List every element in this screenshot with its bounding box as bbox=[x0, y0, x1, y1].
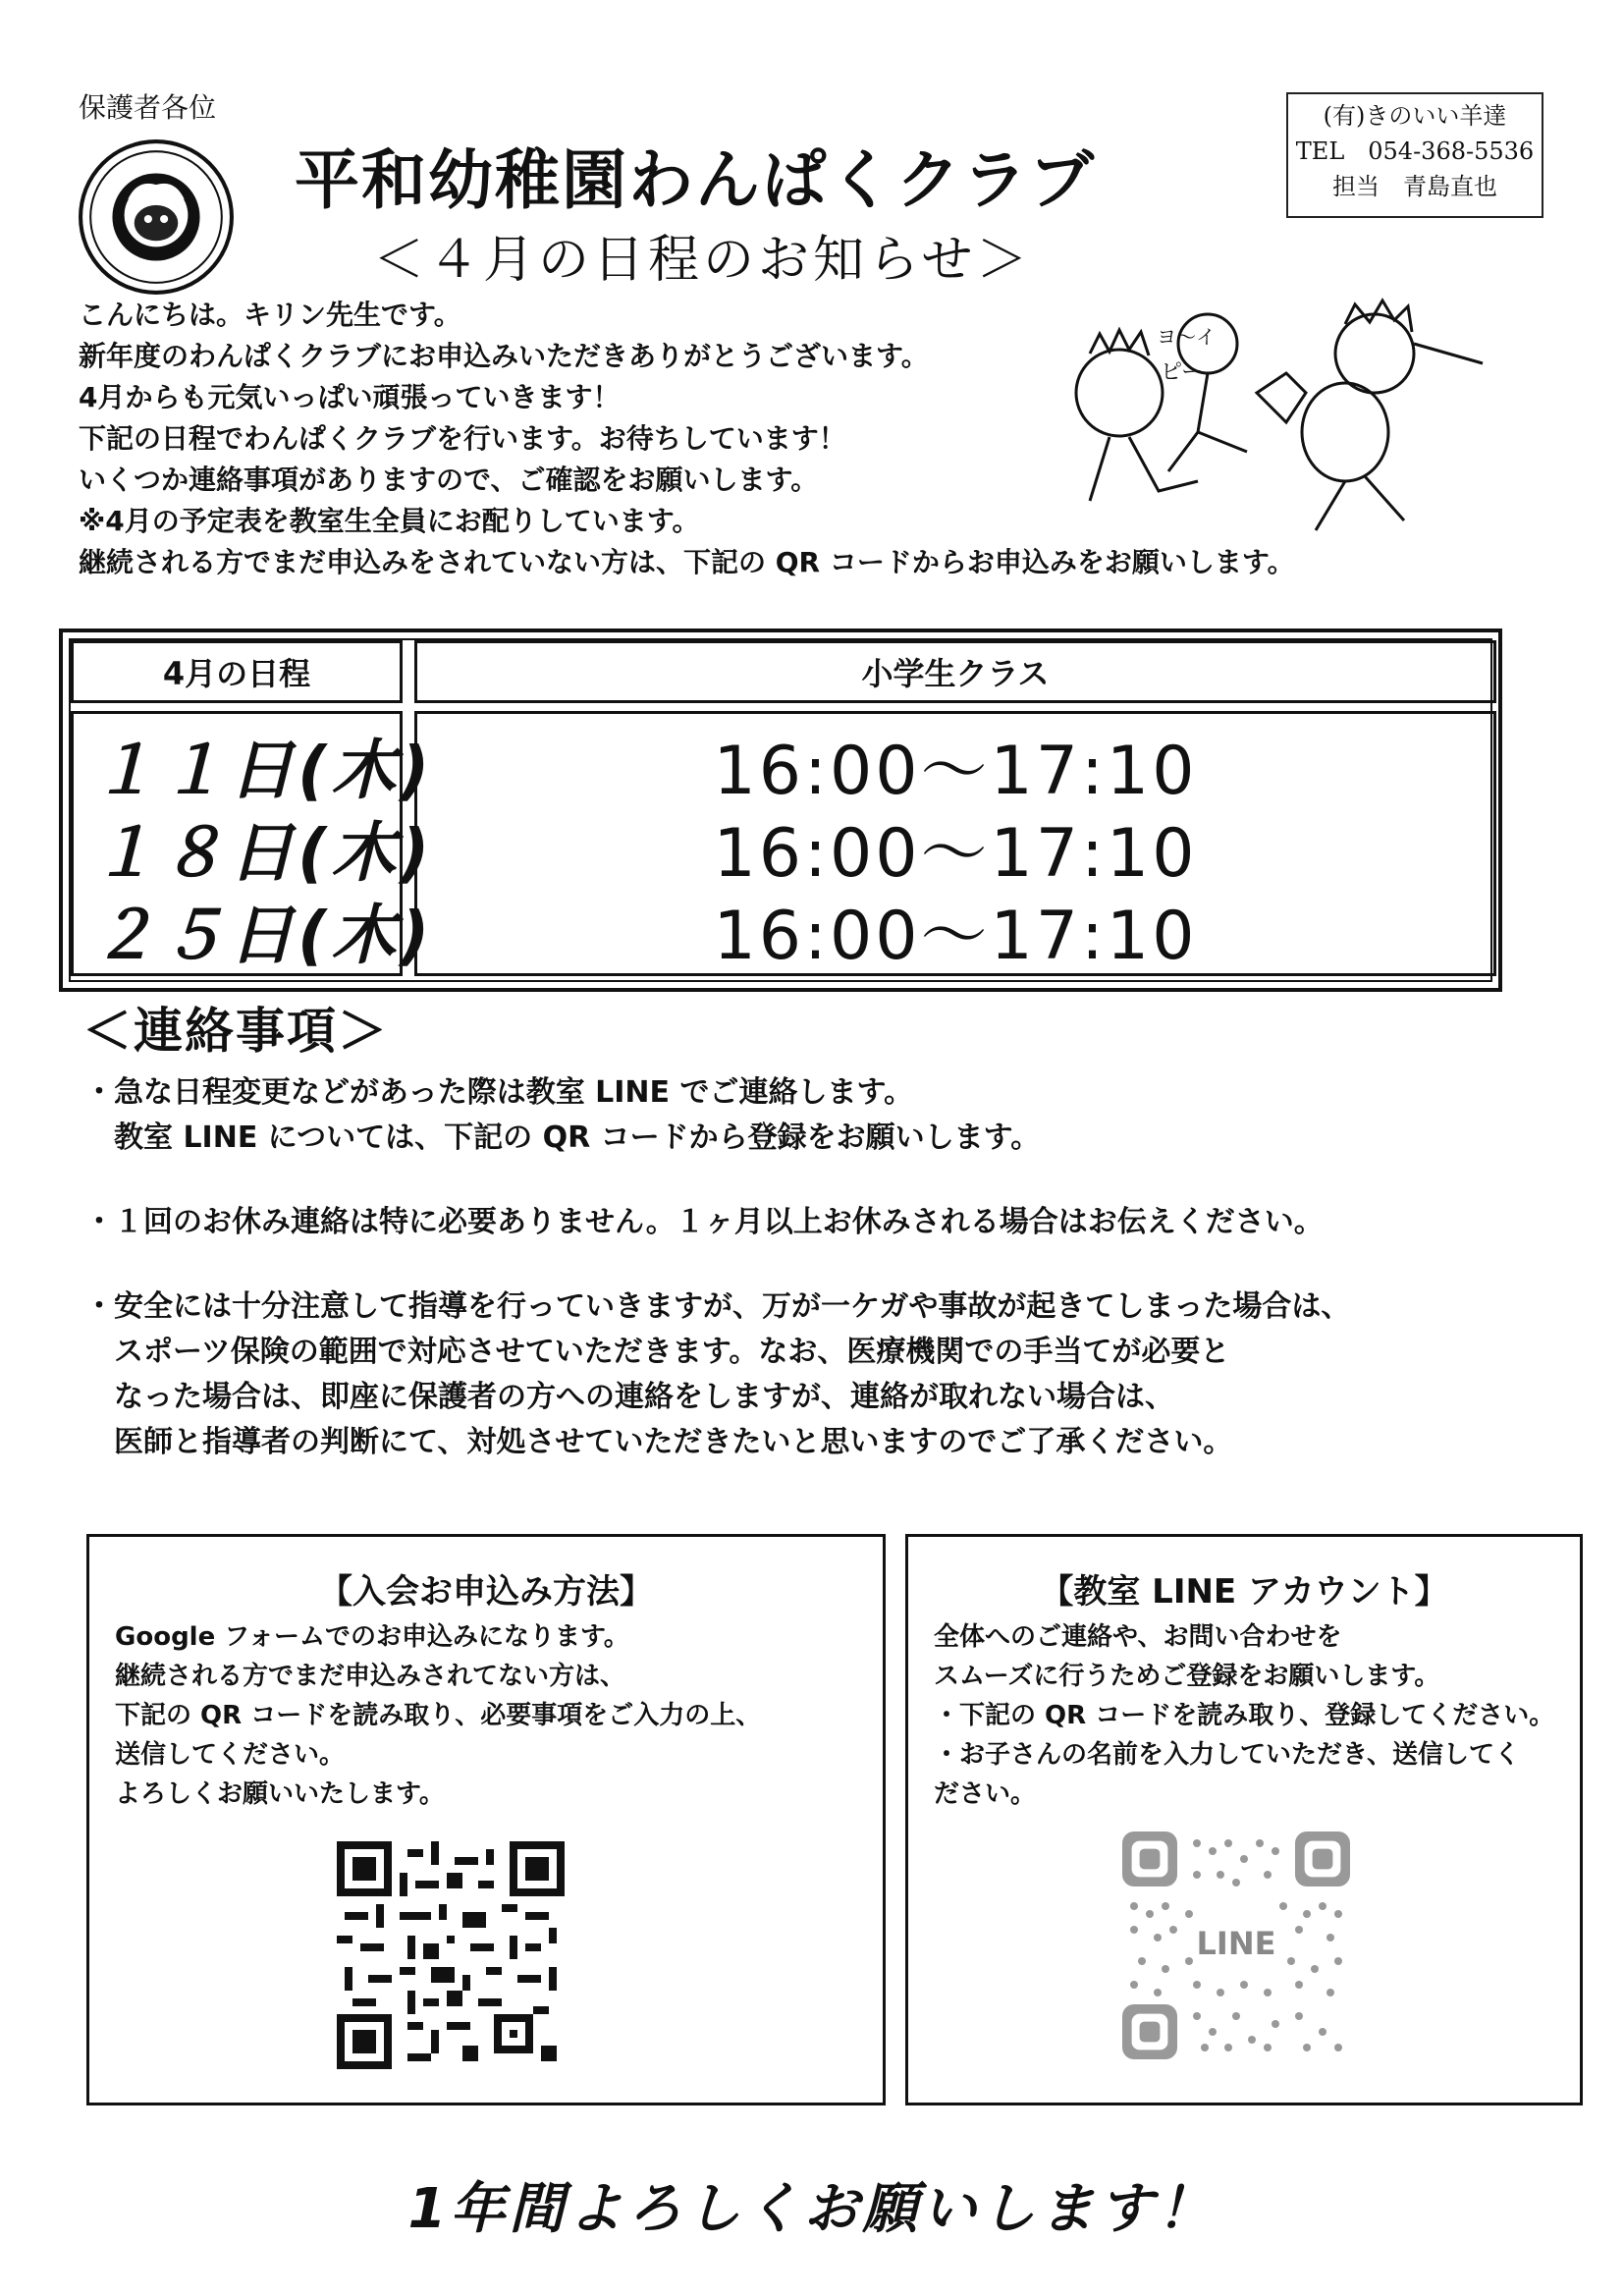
line-qr-label: LINE bbox=[1196, 1924, 1276, 1962]
schedule-class-header: 小学生クラス bbox=[414, 640, 1496, 703]
greeting-line: いくつか連絡事項がありますので、ご確認をお願いします。 bbox=[79, 464, 819, 496]
greeting-line: 4月からも元気いっぱい頑張っていきます！ bbox=[79, 381, 621, 413]
line-box-body bbox=[934, 1617, 1566, 1814]
company-tel: TEL 054-368-5536 bbox=[1295, 137, 1535, 165]
line-box-line: スムーズに行うためご登録をお願いします。 bbox=[934, 1662, 1440, 1691]
join-box-line: 継続される方でまだ申込みされてない方は、 bbox=[115, 1662, 626, 1691]
line-account-box bbox=[905, 1534, 1583, 2105]
schedule-time: 16:00～17:10 bbox=[713, 733, 1198, 810]
company-info-box bbox=[1286, 92, 1543, 218]
line-box-line: ・下記の QR コードを読み取り、登録してください。 bbox=[934, 1701, 1555, 1730]
line-account-qr-code[interactable] bbox=[1122, 1831, 1350, 2059]
schedule-date-header: 4月の日程 bbox=[71, 640, 403, 703]
schedule-times-column bbox=[414, 711, 1496, 976]
join-box-line: 送信してください。 bbox=[115, 1740, 346, 1770]
sheep-logo-icon bbox=[77, 137, 236, 297]
greeting-line: 継続される方でまだ申込みをされていない方は、下記の QR コードからお申込みをお願いします。 bbox=[79, 546, 1295, 578]
line-box-line: 全体へのご連絡や、お問い合わせを bbox=[934, 1622, 1342, 1652]
notice-item bbox=[84, 1285, 1350, 1465]
notice-item bbox=[84, 1200, 1350, 1245]
line-box-line: ださい。 bbox=[934, 1779, 1037, 1809]
notice-line: ・安全には十分注意して指導を行っていきますが、万が一ケガや事故が起きてしまった場合は、 bbox=[84, 1289, 1351, 1324]
notice-line: 医師と指導者の判断にて、対処させていただきたいと思いますのでご了承ください。 bbox=[84, 1425, 1233, 1459]
notice-line: ・急な日程変更などがあった際は教室 LINE でご連絡します。 bbox=[84, 1075, 914, 1110]
schedule-date: １１日(木) bbox=[91, 733, 434, 808]
schedule-time: 16:00～17:10 bbox=[713, 898, 1198, 975]
join-form-qr-code[interactable] bbox=[337, 1841, 565, 2069]
greeting-line: 新年度のわんぱくクラブにお申込みいただきありがとうございます。 bbox=[79, 340, 929, 372]
svg-text:ピー: ピー bbox=[1161, 360, 1204, 385]
page-subtitle: ＜４月の日程のお知らせ＞ bbox=[373, 231, 1032, 290]
addressee: 保護者各位 bbox=[79, 91, 217, 124]
schedule-table bbox=[59, 629, 1502, 992]
line-box-title: 【教室 LINE アカウント】 bbox=[1040, 1572, 1448, 1612]
notices-heading: ＜連絡事項＞ bbox=[82, 1003, 389, 1060]
greeting-line: ※4月の予定表を教室生全員にお配りしています。 bbox=[79, 505, 700, 537]
join-box-line: Google フォームでのお申込みになります。 bbox=[115, 1622, 629, 1652]
closing-message: 1年間よろしくお願いします！ bbox=[407, 2177, 1217, 2241]
svg-text:ヨ〜イ: ヨ〜イ bbox=[1157, 325, 1216, 349]
notices-list bbox=[84, 1070, 1350, 1504]
notice-line: 教室 LINE については、下記の QR コードから登録をお願いします。 bbox=[84, 1121, 1041, 1155]
join-box-line: よろしくお願いいたします。 bbox=[115, 1779, 445, 1809]
company-name: (有)きのいい羊達 bbox=[1323, 102, 1507, 130]
children-running-illustration bbox=[1051, 285, 1502, 540]
notice-line: なった場合は、即座に保護者の方への連絡をしますが、連絡が取れない場合は、 bbox=[84, 1380, 1174, 1414]
line-box-line: ・お子さんの名前を入力していただき、送信してく bbox=[934, 1740, 1520, 1770]
schedule-time: 16:00～17:10 bbox=[713, 815, 1198, 893]
schedule-dates-column bbox=[71, 711, 434, 976]
greeting-line: 下記の日程でわんぱくクラブを行います。お待ちしています！ bbox=[79, 422, 846, 455]
schedule-date: １８日(木) bbox=[91, 815, 434, 891]
join-box-line: 下記の QR コードを読み取り、必要事項をご入力の上、 bbox=[115, 1701, 762, 1730]
join-box-body bbox=[115, 1617, 869, 1814]
notice-item bbox=[84, 1070, 1350, 1161]
page-title: 平和幼稚園わんぱくクラブ bbox=[295, 142, 1096, 218]
greeting-line: こんにちは。キリン先生です。 bbox=[79, 299, 461, 331]
join-box-title: 【入会お申込み方法】 bbox=[319, 1572, 653, 1612]
company-contact: 担当 青島直也 bbox=[1332, 173, 1497, 200]
notice-line: スポーツ保険の範囲で対応させていただきます。なお、医療機関での手当てが必要と bbox=[84, 1335, 1230, 1369]
notice-line: ・１回のお休み連絡は特に必要ありません。１ヶ月以上お休みされる場合はお伝えください。 bbox=[84, 1205, 1324, 1239]
schedule-date: ２５日(木) bbox=[91, 898, 434, 973]
join-application-box bbox=[86, 1534, 886, 2105]
